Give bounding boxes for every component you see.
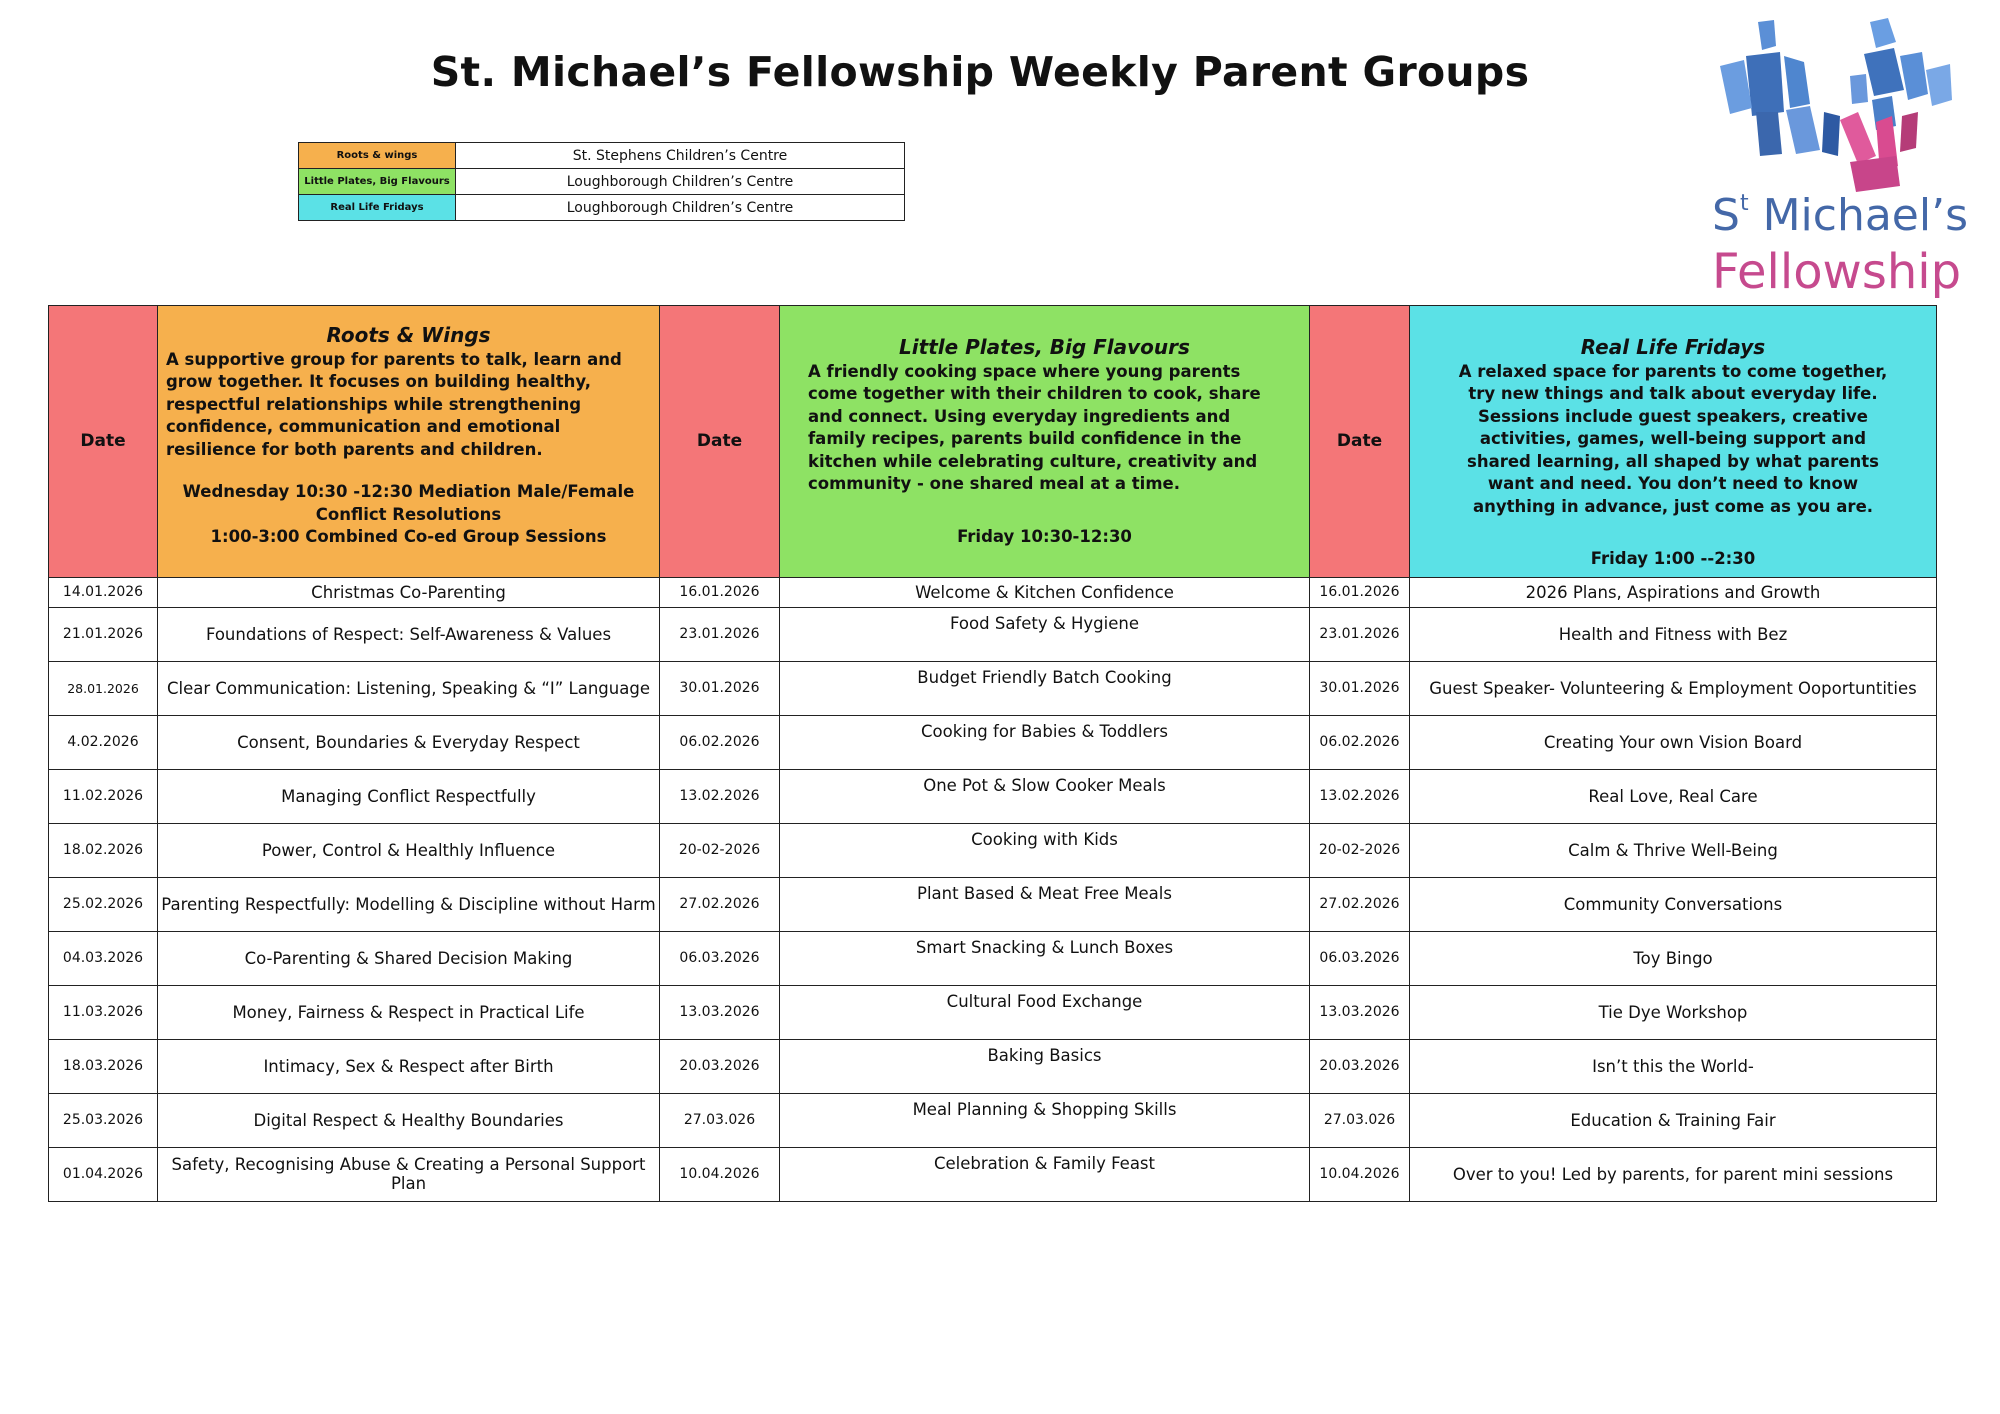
plates-topic-cell: Cooking with Kids [780,823,1310,877]
table-row [49,823,1937,877]
plates-description: A friendly cooking space where young parents come together with their children to cook, share and connect. Using everyday ingredients and family recipes, parents build confidence in the kitchen while celebrating culture, creativity and community - one shared meal at a time. [808,361,1261,493]
fridays-date-cell: 27.02.2026 [1310,877,1410,931]
roots-topic-cell: Power, Control & Healthly Influence [158,823,660,877]
fridays-date-cell: 20-02-2026 [1310,823,1410,877]
roots-header [158,306,660,578]
fridays-topic-cell: Real Love, Real Care [1410,769,1937,823]
roots-date-cell: 04.03.2026 [49,931,158,985]
plates-topic-cell: Plant Based & Meat Free Meals [780,877,1310,931]
fridays-date-cell: 20.03.2026 [1310,1039,1410,1093]
table-row [49,985,1937,1039]
date-header-plates: Date [660,306,780,578]
fridays-date-cell: 23.01.2026 [1310,607,1410,661]
fridays-date-cell: 10.04.2026 [1310,1147,1410,1201]
roots-title: Roots & Wings [326,323,491,347]
fridays-topic-cell: Toy Bingo [1410,931,1937,985]
roots-topic-cell: Consent, Boundaries & Everyday Respect [158,715,660,769]
table-row [49,607,1937,661]
fridays-date-cell: 27.03.026 [1310,1093,1410,1147]
fridays-date-cell: 06.02.2026 [1310,715,1410,769]
legend-row [299,195,905,221]
plates-topic-cell: Smart Snacking & Lunch Boxes [780,931,1310,985]
roots-topic-cell: Safety, Recognising Abuse & Creating a Personal Support Plan [158,1147,660,1201]
legend-location: Loughborough Children’s Centre [456,169,905,195]
roots-date-cell: 25.02.2026 [49,877,158,931]
table-row [49,577,1937,607]
plates-topic-cell: One Pot & Slow Cooker Meals [780,769,1310,823]
roots-topic-cell: Intimacy, Sex & Respect after Birth [158,1039,660,1093]
fridays-header [1410,306,1937,578]
legend-group-swatch: Little Plates, Big Flavours [299,169,456,195]
plates-date-cell: 10.04.2026 [660,1147,780,1201]
fridays-date-cell: 06.03.2026 [1310,931,1410,985]
legend-row [299,143,905,169]
plates-header [780,306,1310,578]
table-row [49,877,1937,931]
roots-date-cell: 01.04.2026 [49,1147,158,1201]
roots-topic-cell: Digital Respect & Healthy Boundaries [158,1093,660,1147]
fridays-date-cell: 13.03.2026 [1310,985,1410,1039]
roots-date-cell: 21.01.2026 [49,607,158,661]
fridays-topic-cell: Community Conversations [1410,877,1937,931]
roots-topic-cell: Clear Communication: Listening, Speaking & “I” Language [158,661,660,715]
table-row [49,715,1937,769]
plates-topic-cell: Food Safety & Hygiene [780,607,1310,661]
plates-topic-cell: Budget Friendly Batch Cooking [780,661,1310,715]
fridays-topic-cell: 2026 Plans, Aspirations and Growth [1410,577,1937,607]
plates-date-cell: 16.01.2026 [660,577,780,607]
page-title: St. Michael’s Fellowship Weekly Parent Groups [430,48,1530,96]
table-row [49,1039,1937,1093]
roots-topic-cell: Managing Conflict Respectfully [158,769,660,823]
fridays-topic-cell: Isn’t this the World- [1410,1039,1937,1093]
roots-schedule-line1: Wednesday 10:30 -12:30 Mediation Male/Female [182,482,635,501]
roots-date-cell: 11.02.2026 [49,769,158,823]
plates-date-cell: 30.01.2026 [660,661,780,715]
legend-group-swatch: Roots & wings [299,143,456,169]
fridays-date-cell: 13.02.2026 [1310,769,1410,823]
date-header-fridays: Date [1310,306,1410,578]
location-legend [298,142,905,221]
table-row [49,1093,1937,1147]
legend-row [299,169,905,195]
plates-date-cell: 20.03.2026 [660,1039,780,1093]
roots-date-cell: 28.01.2026 [49,661,158,715]
plates-topic-cell: Meal Planning & Shopping Skills [780,1093,1310,1147]
fridays-description: A relaxed space for parents to come together, try new things and talk about everyday life. Sessions include guest speakers, creative activities, games, well-being support and shared learning, all shaped by what parents want and need. You don’t need to know anything in advance, just come as you are. [1458,361,1888,516]
table-row [49,769,1937,823]
fridays-topic-cell: Guest Speaker- Volunteering & Employment Ooportuntities [1410,661,1937,715]
plates-title: Little Plates, Big Flavours [899,335,1190,359]
roots-date-cell: 18.03.2026 [49,1039,158,1093]
roots-topic-cell: Money, Fairness & Respect in Practical Life [158,985,660,1039]
plates-date-cell: 13.03.2026 [660,985,780,1039]
plates-topic-cell: Celebration & Family Feast [780,1147,1310,1201]
fridays-topic-cell: Creating Your own Vision Board [1410,715,1937,769]
plates-topic-cell: Welcome & Kitchen Confidence [780,577,1310,607]
plates-topic-cell: Baking Basics [780,1039,1310,1093]
fridays-topic-cell: Education & Training Fair [1410,1093,1937,1147]
plates-topic-cell: Cooking for Babies & Toddlers [780,715,1310,769]
roots-topic-cell: Parenting Respectfully: Modelling & Discipline without Harm [158,877,660,931]
roots-date-cell: 11.03.2026 [49,985,158,1039]
fridays-title: Real Life Fridays [1580,335,1766,359]
plates-topic-cell: Cultural Food Exchange [780,985,1310,1039]
fridays-topic-cell: Over to you! Led by parents, for parent mini sessions [1410,1147,1937,1201]
date-header-roots: Date [49,306,158,578]
roots-schedule-line2: Conflict Resolutions [315,504,502,524]
roots-topic-cell: Christmas Co-Parenting [158,577,660,607]
plates-date-cell: 27.03.026 [660,1093,780,1147]
roots-date-cell: 18.02.2026 [49,823,158,877]
plates-schedule: Friday 10:30-12:30 [957,526,1132,546]
plates-date-cell: 06.03.2026 [660,931,780,985]
legend-group-swatch: Real Life Fridays [299,195,456,221]
roots-date-cell: 4.02.2026 [49,715,158,769]
roots-date-cell: 14.01.2026 [49,577,158,607]
logo-wordmark-line1: $S^t$ Michael’s [1712,190,1968,241]
plates-date-cell: 13.02.2026 [660,769,780,823]
schedule-table [48,305,1937,1202]
roots-schedule-line3: 1:00-3:00 Combined Co-ed Group Sessions [210,527,607,546]
fridays-date-cell: 16.01.2026 [1310,577,1410,607]
plates-date-cell: 06.02.2026 [660,715,780,769]
plates-date-cell: 27.02.2026 [660,877,780,931]
roots-description: A supportive group for parents to talk, learn and grow together. It focuses on building healthy, respectful relationships while strengthening confidence, communication and emotional resilience for both parents and children. [166,349,622,459]
legend-location: Loughborough Children’s Centre [456,195,905,221]
fridays-topic-cell: Tie Dye Workshop [1410,985,1937,1039]
table-row [49,1147,1937,1201]
fridays-date-cell: 30.01.2026 [1310,661,1410,715]
roots-topic-cell: Foundations of Respect: Self-Awareness & Values [158,607,660,661]
logo-wordmark-line2: Fellowship [1712,244,1962,300]
table-row [49,931,1937,985]
roots-date-cell: 25.03.2026 [49,1093,158,1147]
plates-date-cell: 20-02-2026 [660,823,780,877]
fridays-topic-cell: Health and Fitness with Bez [1410,607,1937,661]
roots-topic-cell: Co-Parenting & Shared Decision Making [158,931,660,985]
fridays-topic-cell: Calm & Thrive Well-Being [1410,823,1937,877]
table-row [49,661,1937,715]
fridays-schedule: Friday 1:00 --2:30 [1590,549,1756,568]
plates-date-cell: 23.01.2026 [660,607,780,661]
table-header-row [49,306,1937,578]
legend-location: St. Stephens Children’s Centre [456,143,905,169]
